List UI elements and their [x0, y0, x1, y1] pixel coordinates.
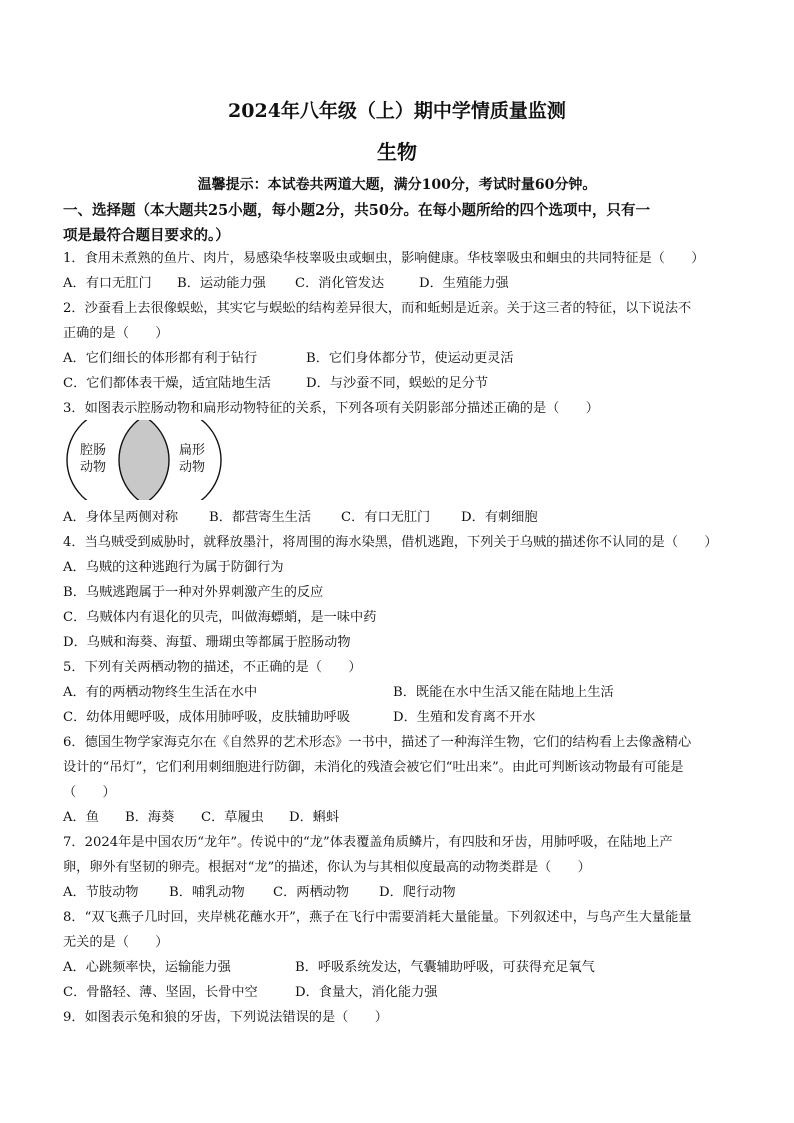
question-8-stem-line1: 8．“双飞燕子几时回，夹岸桃花蘸水开”，燕子在飞行中需要消耗大量能量。下列叙述中，与鸟产生大量能量: [63, 910, 692, 925]
q6-option-d: D．蝌蚪: [289, 810, 340, 825]
q1-option-c: C．消化管发达: [295, 276, 385, 291]
q4-option-a: A．乌贼的这种逃跑行为属于防御行为: [63, 560, 284, 575]
q4-option-c: C．乌贼体内有退化的贝壳，叫做海螵蛸，是一味中药: [63, 610, 377, 625]
question-6-stem-line1: 6．德国生物学家海克尔在《自然界的艺术形态》一书中，描述了一种海洋生物，它们的结构看上去像盏精心: [63, 735, 692, 750]
venn-left-label-2: 动物: [80, 460, 107, 475]
venn-left-label: [80, 442, 106, 476]
q3-option-a: A．身体呈两侧对称: [63, 510, 179, 525]
question-2-stem-line1: 2．沙蚕看上去很像蜈蚣，其实它与蜈蚣的结构差异很大，而和蚯蚓是近亲。关于这三者的特征，以下说法不: [63, 301, 692, 316]
q7-option-b: B．哺乳动物: [169, 885, 245, 900]
question-5-stem: 5．下列有关两栖动物的描述，不正确的是（ ）: [63, 660, 362, 675]
q5-option-d: D．生殖和发育离不开水: [393, 710, 536, 725]
question-3-stem: 3．如图表示腔肠动物和扁形动物特征的关系，下列各项有关阴影部分描述正确的是（ ）: [63, 401, 599, 416]
q2-option-a: A．它们细长的体形都有利于钻行: [63, 351, 258, 366]
q6-option-a: A．鱼: [63, 810, 99, 825]
q8-option-b: B．呼吸系统发达，气囊辅助呼吸，可获得充足氧气: [295, 960, 595, 975]
section-heading-line1: 一、选择题（本大题共25小题，每小题2分，共50分。在每小题所给的四个选项中，只有一: [63, 202, 650, 219]
q3-option-c: C．有口无肛门: [341, 510, 431, 525]
q6-option-c: C．草履虫: [201, 810, 264, 825]
q2-option-b: B．它们身体都分节，使运动更灵活: [306, 351, 514, 366]
q8-option-d: D．食量大，消化能力强: [295, 985, 438, 1000]
question-4-stem: 4．当乌贼受到威胁时，就释放墨汁，将周围的海水染黑，借机逃跑，下列关于乌贼的描述你不认同的是（ ）: [63, 535, 718, 550]
venn-overlap: [119, 420, 221, 500]
q3-option-d: D．有刺细胞: [461, 510, 538, 525]
question-6-stem-line3: （ ）: [63, 785, 116, 800]
venn-left-label-1: 腔肠: [80, 443, 107, 458]
question-1-stem: 1．食用未煮熟的鱼片、肉片，易感染华枝睾吸虫或蛔虫，影响健康。华枝睾吸虫和蛔虫的共同特征是（ ）: [63, 251, 705, 266]
q5-option-a: A．有的两栖动物终生生活在水中: [63, 685, 258, 700]
venn-right-label-1: 扁形: [179, 443, 206, 458]
venn-right-label-2: 动物: [179, 460, 206, 475]
q5-option-c: C．幼体用鳃呼吸，成体用肺呼吸，皮肤辅助呼吸: [63, 710, 351, 725]
q7-option-a: A．节肢动物: [63, 885, 139, 900]
q8-option-c: C．骨骼轻、薄、坚固，长骨中空: [63, 985, 258, 1000]
subject-title: 生物: [377, 140, 417, 164]
exam-title: 2024年八年级（上）期中学情质量监测: [228, 100, 566, 122]
q2-option-d: D．与沙蚕不同，蜈蚣的足分节: [306, 376, 489, 391]
q7-option-c: C．两栖动物: [273, 885, 350, 900]
exam-tip: 温馨提示：本试卷共两道大题，满分100分，考试时量60分钟。: [197, 177, 597, 193]
q4-option-d: D．乌贼和海葵、海蜇、珊瑚虫等都属于腔肠动物: [63, 635, 351, 650]
q5-option-b: B．既能在水中生活又能在陆地上生活: [393, 685, 614, 700]
q3-option-b: B．都营寄生生活: [209, 510, 312, 525]
q1-option-a: A．有口无肛门: [63, 276, 152, 291]
section-heading: [63, 198, 733, 248]
question-6-stem-line2: 设计的“吊灯”，它们利用刺细胞进行防御，未消化的残渣会被它们“吐出来”。由此可判断该动物最有可能是: [63, 760, 684, 775]
venn-diagram: [64, 420, 224, 500]
q1-option-d: D．生殖能力强: [419, 276, 509, 291]
q8-option-a: A．心跳频率快，运输能力强: [63, 960, 231, 975]
question-8-stem-line2: 无关的是（ ）: [63, 935, 169, 950]
question-9-stem: 9．如图表示兔和狼的牙齿，下列说法错误的是（ ）: [63, 1010, 388, 1025]
q4-option-b: B．乌贼逃跑属于一种对外界刺激产生的反应: [63, 585, 324, 600]
q6-option-b: B．海葵: [125, 810, 175, 825]
q2-option-c: C．它们都体表干燥，适宜陆地生活: [63, 376, 271, 391]
question-7-stem-line2: 卵，卵外有坚韧的卵壳。根据对“龙”的描述，你认为与其相似度最高的动物类群是（ ）: [63, 860, 591, 875]
venn-right-label: [179, 442, 205, 476]
question-2-stem-line2: 正确的是（ ）: [63, 326, 169, 341]
section-heading-line2: 项是最符合题目要求的。）: [63, 227, 230, 244]
q1-option-b: B．运动能力强: [177, 276, 266, 291]
question-7-stem-line1: 7．2024年是中国农历“龙年”。传说中的“龙”体表覆盖角质鳞片，有四肢和牙齿，用肺呼吸，在陆地上产: [63, 835, 673, 850]
q7-option-d: D．爬行动物: [379, 885, 456, 900]
